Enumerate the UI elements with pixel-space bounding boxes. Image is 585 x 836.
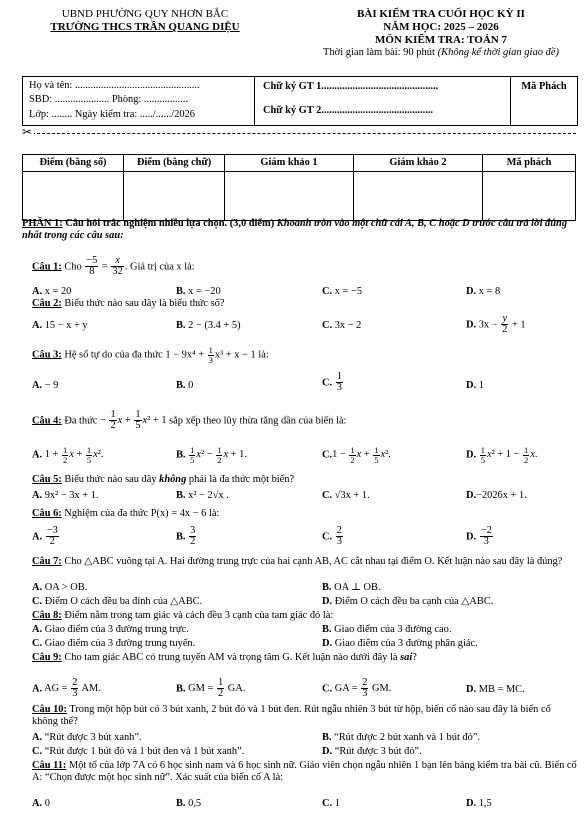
option-text: Điểm O cách đều ba đỉnh của △ABC. — [44, 596, 203, 607]
q7-option-b[interactable] — [322, 582, 381, 594]
q9-option-c[interactable] — [322, 678, 391, 700]
question-5 — [32, 474, 578, 486]
school-year: NĂM HỌC: 2025 – 2026 — [383, 20, 499, 33]
option-text: OA > OB. — [44, 582, 88, 593]
question-label: Câu 6: — [32, 508, 62, 519]
question-text: Cho — [61, 261, 85, 273]
question-label: Câu 10: — [32, 704, 67, 715]
q1-option-c[interactable] — [322, 286, 362, 298]
question-text: sắp xếp theo lũy thừa tăng dần của biến là: — [166, 415, 347, 427]
option-letter: C. — [32, 746, 43, 757]
option-letter: D. — [466, 286, 477, 297]
question-2 — [32, 298, 578, 310]
question-text: Hệ số tự do của đa thức — [61, 349, 166, 361]
option-text: x = −20 — [188, 286, 221, 297]
option-letter: A. — [32, 732, 43, 743]
option-letter: A. — [32, 490, 43, 501]
q2-option-b[interactable] — [176, 320, 241, 332]
option-letter: B. — [176, 683, 186, 695]
question-4 — [32, 410, 578, 432]
question-7 — [32, 556, 578, 568]
examiner-1-header: Giám khảo 1 — [225, 155, 354, 172]
emphasis-text: không — [159, 474, 187, 485]
option-text: Giao điểm của 3 đường trung tuyến. — [44, 638, 196, 649]
numerator: 1 — [336, 371, 342, 382]
option-letter: B. — [176, 490, 186, 501]
option-letter: C. — [322, 531, 333, 543]
question-text: . Giá trị của x là: — [124, 261, 195, 273]
option-text: x = 8 — [478, 286, 501, 297]
scissors-icon: ✂ — [22, 125, 33, 139]
score-table — [22, 154, 576, 221]
q9-option-d[interactable] — [466, 684, 525, 696]
numerator: −2 — [480, 525, 492, 536]
q3-option-d[interactable] — [466, 380, 484, 392]
q5-option-d[interactable] — [466, 490, 527, 502]
q8-option-a[interactable] — [32, 624, 189, 636]
option-letter: D. — [322, 638, 333, 649]
denominator: 3 — [208, 354, 213, 365]
option-text: 0,5 — [188, 798, 202, 809]
option-text: 3x − — [478, 319, 501, 331]
option-text: 1 + $\frac{1}{2}$ x + $\frac{1}{5}$ x². — [44, 445, 104, 465]
option-letter: D. — [322, 596, 333, 607]
part-1-heading — [22, 218, 578, 243]
fraction — [189, 526, 196, 548]
option-letter: D. — [466, 319, 477, 331]
q11-option-a[interactable] — [32, 798, 50, 810]
option-text: AG = $\frac{2}{3}$ AM. — [44, 677, 101, 700]
option-text: OA ⊥ OB. — [334, 582, 381, 593]
option-letter: B. — [176, 798, 186, 809]
option-letter: A. — [32, 531, 43, 543]
question-label: Câu 3: — [32, 349, 62, 361]
fraction — [208, 346, 214, 364]
polynomial: x³ + x − 1 — [214, 349, 256, 361]
question-text: = — [99, 261, 111, 273]
question-label: Câu 5: — [32, 474, 62, 485]
option-letter: C. — [322, 490, 333, 501]
q7-option-a[interactable] — [32, 582, 87, 594]
emphasis-text: sai — [400, 652, 413, 663]
denominator: 2 — [49, 536, 55, 548]
q4-option-b[interactable] — [176, 446, 247, 464]
sbd-field[interactable]: SBD: ..................... Phòng: ................. — [29, 94, 189, 106]
score-number-header: Điểm (bằng số) — [23, 155, 124, 172]
fraction: $\frac{1}{5}$ — [135, 409, 141, 432]
part-1-instruction: Khoanh tròn vào một chữ cái A, B, C hoặc D trước câu trả lời đúng nhất trong các câu sau: — [22, 218, 568, 242]
school-header — [20, 8, 270, 34]
option-letter: B. — [176, 286, 186, 297]
examiner-1-cell[interactable] — [225, 172, 354, 221]
score-words-header: Điểm (bằng chữ) — [124, 155, 225, 172]
q8-option-b[interactable] — [322, 624, 451, 636]
option-letter: B. — [322, 732, 332, 743]
question-label: Câu 7: — [32, 556, 62, 567]
fraction — [85, 256, 98, 278]
option-text: 15 − x + y — [44, 320, 88, 331]
student-info — [23, 77, 255, 125]
option-text: “Rút được 3 bút xanh”. — [44, 732, 142, 743]
option-text: x = 20 — [44, 286, 72, 297]
option-letter: C. — [32, 638, 43, 649]
fraction — [480, 526, 493, 548]
q10-option-c[interactable] — [32, 746, 244, 758]
polynomial: − $\frac{1}{2}$ x + $\frac{1}{5}$ x² + 1 — [99, 409, 167, 432]
option-text: GM = $\frac{1}{2}$ GA. — [188, 677, 246, 700]
option-text: Giao điểm của 3 đường trung trực. — [44, 624, 189, 635]
option-text: x = −5 — [334, 286, 363, 297]
proctor-1-signature[interactable]: Chữ ký GT 1............................................. — [263, 81, 439, 92]
option-letter: A. — [32, 683, 43, 695]
question-text: Một tổ của lớp 7A có 6 học sinh nam và 6 học sinh nữ. Giáo viên chọn ngẫu nhiên 1 bạn lên bảng kiểm tra bài cũ. Biến cố A: “Chọn được một học sinh nữ”. Xác suất của biến cố A là: — [32, 760, 577, 784]
option-text: 0 — [44, 798, 50, 809]
option-text: 0 — [188, 380, 194, 391]
option-letter: B. — [176, 320, 186, 331]
option-text: MB = MC. — [478, 684, 525, 695]
q10-option-d[interactable] — [322, 746, 422, 758]
proctor-signatures — [255, 77, 511, 125]
examiner-2-cell[interactable] — [354, 172, 483, 221]
q1-option-d[interactable] — [466, 286, 500, 298]
option-letter: C. — [322, 377, 333, 389]
q9-option-b[interactable] — [176, 678, 245, 700]
option-letter: C. — [32, 596, 43, 607]
option-letter: D. — [322, 746, 333, 757]
option-text: Giao điểm của 3 đường phân giác. — [334, 638, 478, 649]
option-text: − 9 — [44, 380, 59, 391]
option-text: √3x + 1. — [334, 490, 370, 501]
option-letter: C. — [322, 449, 333, 461]
q1-option-b[interactable] — [176, 286, 221, 298]
option-letter: D. — [466, 531, 477, 543]
q2-option-a[interactable] — [32, 320, 88, 332]
question-3 — [32, 346, 578, 364]
option-letter: D. — [466, 380, 477, 391]
question-label: Câu 4: — [32, 415, 62, 427]
option-letter: D. — [466, 490, 477, 501]
q5-option-b[interactable] — [176, 490, 229, 502]
fraction: $\frac{1}{2}$ — [110, 409, 116, 432]
option-text: 1 — [334, 798, 340, 809]
code-header: Mã phách — [483, 155, 576, 172]
code-cell[interactable] — [483, 172, 576, 221]
option-text: $\frac{1}{5}$ x² − $\frac{1}{2}$ x + 1. — [190, 445, 247, 465]
option-text: 1,5 — [478, 798, 492, 809]
q9-option-a[interactable] — [32, 678, 101, 700]
numerator: 1 — [208, 345, 213, 355]
option-letter: A. — [32, 582, 43, 593]
option-letter: B. — [322, 582, 332, 593]
question-1 — [32, 256, 578, 278]
fraction — [46, 526, 59, 548]
option-text: x² − 2√x . — [188, 490, 229, 501]
exam-header — [300, 8, 582, 59]
question-label: Câu 11: — [32, 760, 67, 771]
denominator: 3 — [336, 382, 342, 394]
option-text: “Rút được 1 bút đỏ và 1 bút đen và 1 bút xanh”. — [44, 746, 245, 757]
option-text: $\frac{1}{5}$ x² + 1 − $\frac{1}{2}$ x. — [480, 445, 538, 465]
q5-option-c[interactable] — [322, 490, 370, 502]
option-letter: B. — [176, 449, 186, 461]
question-text: là: — [255, 349, 269, 361]
q4-option-c[interactable] — [322, 446, 391, 464]
question-label: Câu 8: — [32, 610, 62, 621]
class-field[interactable]: Lớp: ........ Ngày kiểm tra: ...../....../2026 — [29, 108, 195, 120]
name-field[interactable]: Họ và tên: ................................................ — [29, 80, 200, 91]
exam-time — [300, 47, 582, 59]
q6-option-c[interactable] — [322, 526, 344, 548]
option-letter: B. — [322, 624, 332, 635]
option-letter: A. — [32, 624, 43, 635]
denominator: 32 — [112, 266, 123, 278]
denominator: 2 — [502, 324, 508, 336]
option-letter: A. — [32, 286, 43, 297]
question-9 — [32, 652, 578, 664]
option-letter: A. — [32, 380, 43, 391]
denominator: 2 — [190, 536, 196, 548]
question-text: Biểu thức nào sau đây là biểu thức số? — [61, 298, 225, 309]
q11-option-c[interactable] — [322, 798, 340, 810]
option-letter: C. — [322, 683, 333, 695]
question-label: Câu 1: — [32, 261, 62, 273]
denominator: 8 — [89, 266, 95, 278]
question-text: Cho tam giác ABC có trung tuyến AM và trọng tâm G. Kết luận nào dưới đây là — [61, 652, 401, 663]
q11-option-b[interactable] — [176, 798, 201, 810]
student-info-box — [22, 76, 578, 126]
question-6 — [32, 508, 578, 520]
denominator: 3 — [483, 536, 489, 548]
fraction — [111, 256, 123, 278]
time-text: Thời gian làm bài: 90 phút — [322, 46, 438, 58]
option-text: “Rút được 2 bút xanh và 1 bút đỏ”. — [334, 732, 481, 743]
proctor-2-signature[interactable]: Chữ ký GT 2........................................... — [263, 105, 434, 116]
option-letter: D. — [466, 684, 477, 695]
q10-option-a[interactable] — [32, 732, 142, 744]
score-number-cell[interactable] — [23, 172, 124, 221]
option-letter: D. — [466, 798, 477, 809]
exam-title: BÀI KIỂM TRA CUỐI HỌC KỲ II — [357, 8, 525, 20]
q10-option-b[interactable] — [322, 732, 480, 744]
score-words-cell[interactable] — [124, 172, 225, 221]
exam-subject: MÔN KIỂM TRA: TOÁN 7 — [374, 33, 507, 46]
option-text: + 1 — [509, 319, 526, 331]
fraction — [336, 372, 343, 394]
option-letter: C. — [322, 320, 333, 331]
question-text: Nghiệm của đa thức P(x) = 4x − 6 là: — [61, 508, 220, 519]
numerator: −3 — [46, 525, 58, 536]
question-text: Điểm nằm trong tam giác và cách đều 3 cạnh của tam giác đó là: — [61, 610, 334, 621]
q7-option-c[interactable] — [32, 596, 202, 608]
numerator: x — [111, 256, 123, 267]
denominator: 3 — [336, 536, 342, 548]
q6-option-a[interactable] — [32, 526, 60, 548]
q1-option-a[interactable] — [32, 286, 71, 298]
code-label: Mã Phách — [521, 81, 567, 92]
part-1-text: Câu hỏi trắc nghiệm nhiều lựa chọn. (3,0 điểm) — [62, 218, 277, 229]
option-letter: A. — [32, 320, 43, 331]
question-text: Biểu thức nào sau đây — [61, 474, 160, 485]
q6-option-b[interactable] — [176, 526, 197, 548]
q3-option-b[interactable] — [176, 380, 193, 392]
option-letter: B. — [176, 531, 186, 543]
q4-option-d[interactable] — [466, 446, 538, 464]
q8-option-c[interactable] — [32, 638, 195, 650]
option-letter: D. — [466, 449, 477, 461]
question-10 — [32, 704, 578, 729]
question-label: Câu 2: — [32, 298, 62, 309]
numerator: −5 — [86, 255, 98, 266]
q5-option-a[interactable] — [32, 490, 99, 502]
time-note: (Không kể thời gian giao đề) — [437, 46, 559, 58]
q2-option-d[interactable] — [466, 314, 526, 336]
q4-option-a[interactable] — [32, 446, 104, 464]
q6-option-d[interactable] — [466, 526, 494, 548]
question-text: Trong một hộp bút có 3 bút xanh, 2 bút đỏ và 1 bút đen. Rút ngẫu nhiên 3 bút từ hộp, biến cố nào sau đây là biến cố không thể? — [32, 704, 551, 728]
question-text: Đa thức — [61, 415, 100, 427]
q2-option-c[interactable] — [322, 320, 361, 332]
q11-option-d[interactable] — [466, 798, 492, 810]
question-text: Cho △ABC vuông tại A. Hai đường trung trực của hai cạnh AB, AC cắt nhau tại điểm O. Kết luận nào sau đây là đúng? — [61, 556, 563, 567]
option-letter: C. — [322, 286, 333, 297]
school-name: TRƯỜNG THCS TRẦN QUANG DIỆU — [50, 20, 240, 33]
org-line: UBND PHƯỜNG QUY NHƠN BẮC — [61, 8, 229, 20]
q7-option-d[interactable] — [322, 596, 493, 608]
option-text: GA = $\frac{2}{3}$ GM. — [334, 677, 392, 700]
question-11 — [32, 760, 578, 785]
option-text: Giao điểm của 3 đường cao. — [334, 624, 452, 635]
polynomial: 1 − 9x⁴ + — [165, 349, 207, 361]
numerator: 2 — [336, 525, 342, 536]
cut-line — [22, 133, 576, 134]
option-letter: B. — [176, 380, 186, 391]
option-text: Điểm O cách đều ba cạnh của △ABC. — [334, 596, 494, 607]
option-text: 9x² − 3x + 1. — [44, 490, 99, 501]
option-letter: C. — [322, 798, 333, 809]
examiner-2-header: Giám khảo 2 — [354, 155, 483, 172]
option-text: 2 − (3.4 + 5) — [188, 320, 241, 331]
q3-option-a[interactable] — [32, 380, 58, 392]
option-letter: A. — [32, 449, 43, 461]
option-text: 3x − 2 — [334, 320, 362, 331]
question-8 — [32, 610, 578, 622]
option-text: 1 − $\frac{1}{2}$ x + $\frac{1}{5}$ x². — [332, 445, 391, 465]
fraction — [336, 526, 343, 548]
question-text: phải là đa thức một biến? — [186, 474, 295, 485]
question-text: ? — [412, 652, 417, 663]
numerator: y — [502, 313, 508, 324]
option-text: 1 — [478, 380, 484, 391]
q8-option-d[interactable] — [322, 638, 478, 650]
option-text: “Rút được 3 bút đỏ”. — [334, 746, 422, 757]
part-1-title: PHẦN 1: — [22, 218, 63, 229]
option-text: −2026x + 1. — [476, 490, 527, 501]
question-label: Câu 9: — [32, 652, 62, 663]
numerator: 3 — [190, 525, 196, 536]
fraction — [501, 314, 508, 336]
option-letter: A. — [32, 798, 43, 809]
q3-option-c[interactable] — [322, 372, 344, 394]
